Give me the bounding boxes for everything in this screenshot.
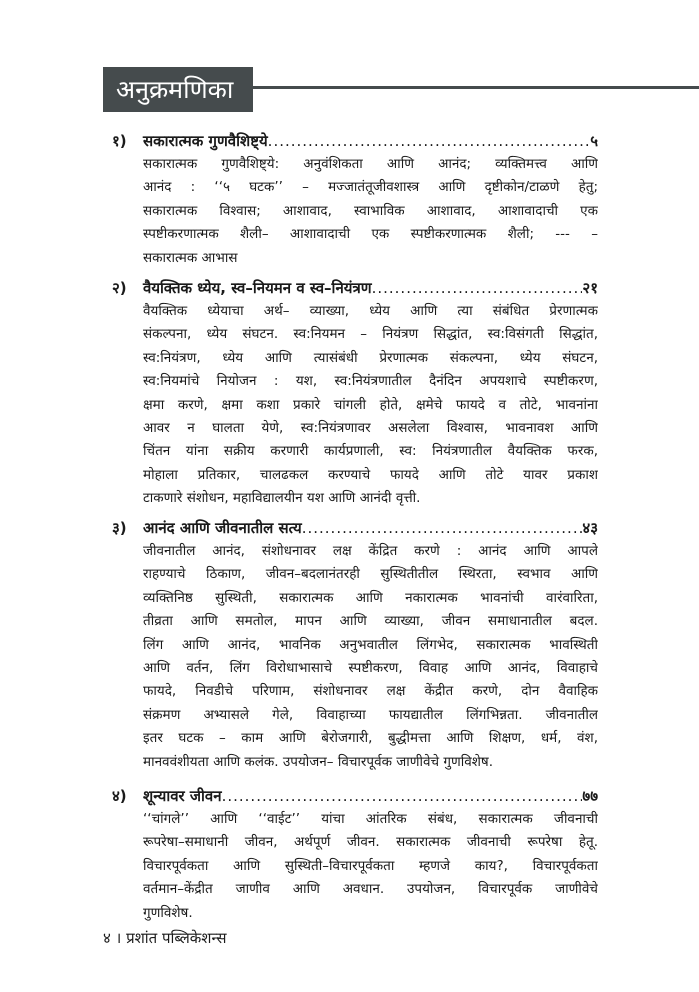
footer-publisher: प्रशांत पब्लिकेशन्स <box>126 929 227 947</box>
description-line: इतर घटक – काम आणि बेरोजगारी, बुद्धीमत्ता आणि शिक्षण, धर्म, वंश, <box>143 730 598 747</box>
description-line: संकल्पना, ध्येय संघटन. स्व:नियमन – नियंत्रण सिद्धांत, स्व:विसंगती सिद्धांत, <box>143 326 598 343</box>
description-line: सकारात्मक गुणवैशिष्ट्ये: अनुवंशिकता आणि आनंद; व्यक्तिमत्त्व आणि <box>143 156 598 172</box>
footer-page-number: ४ <box>103 929 111 947</box>
entry-number: २) <box>112 279 127 297</box>
description-line: व्यक्तिनिष्ठ सुस्थिती, सकारात्मक आणि नकारात्मक भावनांची वारंवारिता, <box>143 589 598 606</box>
entry-description <box>143 808 598 925</box>
description-line: आवर न घालता येणे, स्व:नियंत्रणावर असलेला विश्वास, भावनावश आणि <box>143 420 598 437</box>
entry-title[interactable]: सकारात्मक गुणवैशिष्ट्ये <box>143 132 268 150</box>
description-line: ‘‘चांगले’’ आणि ‘‘वाईट’’ यांचा आंतरिक संबंध, सकारात्मक जीवनाची <box>143 811 598 827</box>
toc-entry-title-row[interactable] <box>112 516 598 540</box>
toc-entry-title-row[interactable] <box>112 784 598 808</box>
page-footer <box>103 928 226 948</box>
description-line: लिंग आणि आनंद, भावनिक अनुभवातील लिंगभेद, सकारात्मक भावस्थिती <box>143 636 598 653</box>
entry-page-number: २१ <box>582 279 598 297</box>
description-line: आणि वर्तन, लिंग विरोधाभासाचे स्पष्टीकरण, विवाह आणि आनंद, विवाहाचे <box>143 660 598 677</box>
description-line: तीव्रता आणि समतोल, मापन आणि व्याख्या, जीवन समाधानातील बदल. <box>143 613 598 630</box>
entry-title[interactable]: शून्यावर जीवन <box>143 787 222 805</box>
toc-entry-title-row[interactable] <box>112 129 598 153</box>
description-line: गुणविशेष. <box>143 904 193 921</box>
dot-leader <box>222 784 583 808</box>
toc-entry-title-row[interactable] <box>112 276 598 300</box>
footer-separator: । <box>115 929 122 947</box>
description-line: फायदे, निवडीचे परिणाम, संशोधनावर लक्ष केंद्रीत करणे, दोन वैवाहिक <box>143 683 598 700</box>
description-line: राहण्याचे ठिकाण, जीवन–बदलानंतरही सुस्थितीतील स्थिरता, स्वभाव आणि <box>143 566 598 583</box>
entry-page-number: ५ <box>590 132 598 150</box>
description-line: आनंद : ‘‘५ घटक’’ – मज्जातंतूजीवशास्त्र आणि दृष्टीकोन/टाळणे हेतु; <box>143 179 598 196</box>
description-line: मोहाला प्रतिकार, चालढकल करण्याचे फायदे आणि तोटे यावर प्रकाश <box>143 466 598 483</box>
toc-heading <box>103 67 253 112</box>
description-line: स्पष्टीकरणात्मक शैली– आशावादाची एक स्पष्टीकरणात्मक शैली; --- – <box>143 226 598 243</box>
dot-leader <box>302 516 583 540</box>
toc-entry <box>112 129 598 270</box>
toc-heading-text: अनुक्रमणिका <box>116 75 234 104</box>
description-line: विचारपूर्वकता आणि सुस्थिती–विचारपूर्वकता म्हणजे काय?, विचारपूर्वकता <box>143 857 598 874</box>
entry-number: ३) <box>112 519 127 537</box>
heading-rule <box>253 86 699 89</box>
description-line: क्षमा करणे, क्षमा कशा प्रकारे चांगली होते, क्षमेचे फायदे व तोटे, भावनांना <box>143 396 598 413</box>
toc-entry <box>112 276 598 511</box>
description-line: सकारात्मक आभास <box>143 249 238 266</box>
entry-number: १) <box>112 132 127 150</box>
description-line: स्व:नियमांचे नियोजन : यश, स्व:नियंत्रणातील दैनंदिन अपयशाचे स्पष्टीकरण, <box>143 373 598 390</box>
entry-description <box>143 300 598 511</box>
entry-number: ४) <box>112 787 127 805</box>
description-line: स्व:नियंत्रण, ध्येय आणि त्यासंबंधी प्रेरणात्मक संकल्पना, ध्येय संघटन, <box>143 349 598 366</box>
entry-page-number: ४३ <box>582 519 598 537</box>
toc-entry <box>112 516 598 774</box>
dot-leader <box>268 129 591 153</box>
toc-entry <box>112 784 598 925</box>
entry-description <box>143 153 598 270</box>
entry-description <box>143 540 598 774</box>
description-line: वैयक्तिक ध्येयाचा अर्थ– व्याख्या, ध्येय आणि त्या संबंधित प्रेरणात्मक <box>143 303 598 319</box>
description-line: संक्रमण अभ्यासले गेले, विवाहाच्या फायद्यातील लिंगभिन्नता. जीवनातील <box>143 706 598 723</box>
dot-leader <box>372 276 583 300</box>
description-line: सकारात्मक विश्वास; आशावाद, स्वाभाविक आशावाद, आशावादाची एक <box>143 202 598 219</box>
description-line: वर्तमान–केंद्रीत जाणीव आणि अवधान. उपयोजन, विचारपूर्वक जाणीवेचे <box>143 881 598 898</box>
description-line: टाकणारे संशोधन, महाविद्यालयीन यश आणि आनंदी वृत्ती. <box>143 490 421 507</box>
entry-title[interactable]: आनंद आणि जीवनातील सत्य <box>143 519 302 537</box>
description-line: मानववंशीयता आणि कलंक. उपयोजन– विचारपूर्वक जाणीवेचे गुणविशेष. <box>143 753 494 770</box>
entry-page-number: ७७ <box>582 787 598 805</box>
description-line: चिंतन यांना सक्रीय करणारी कार्यप्रणाली, स्व: नियंत्रणातील वैयक्तिक फरक, <box>143 443 598 460</box>
description-line: रूपरेषा–समाधानी जीवन, अर्थपूर्ण जीवन. सकारात्मक जीवनाची रूपरेषा हेतू. <box>143 834 598 851</box>
description-line: जीवनातील आनंद, संशोधनावर लक्ष केंद्रित करणे : आनंद आणि आपले <box>143 543 598 559</box>
entry-title[interactable]: वैयक्तिक ध्येय, स्व–नियमन व स्व–नियंत्रण <box>143 279 372 297</box>
